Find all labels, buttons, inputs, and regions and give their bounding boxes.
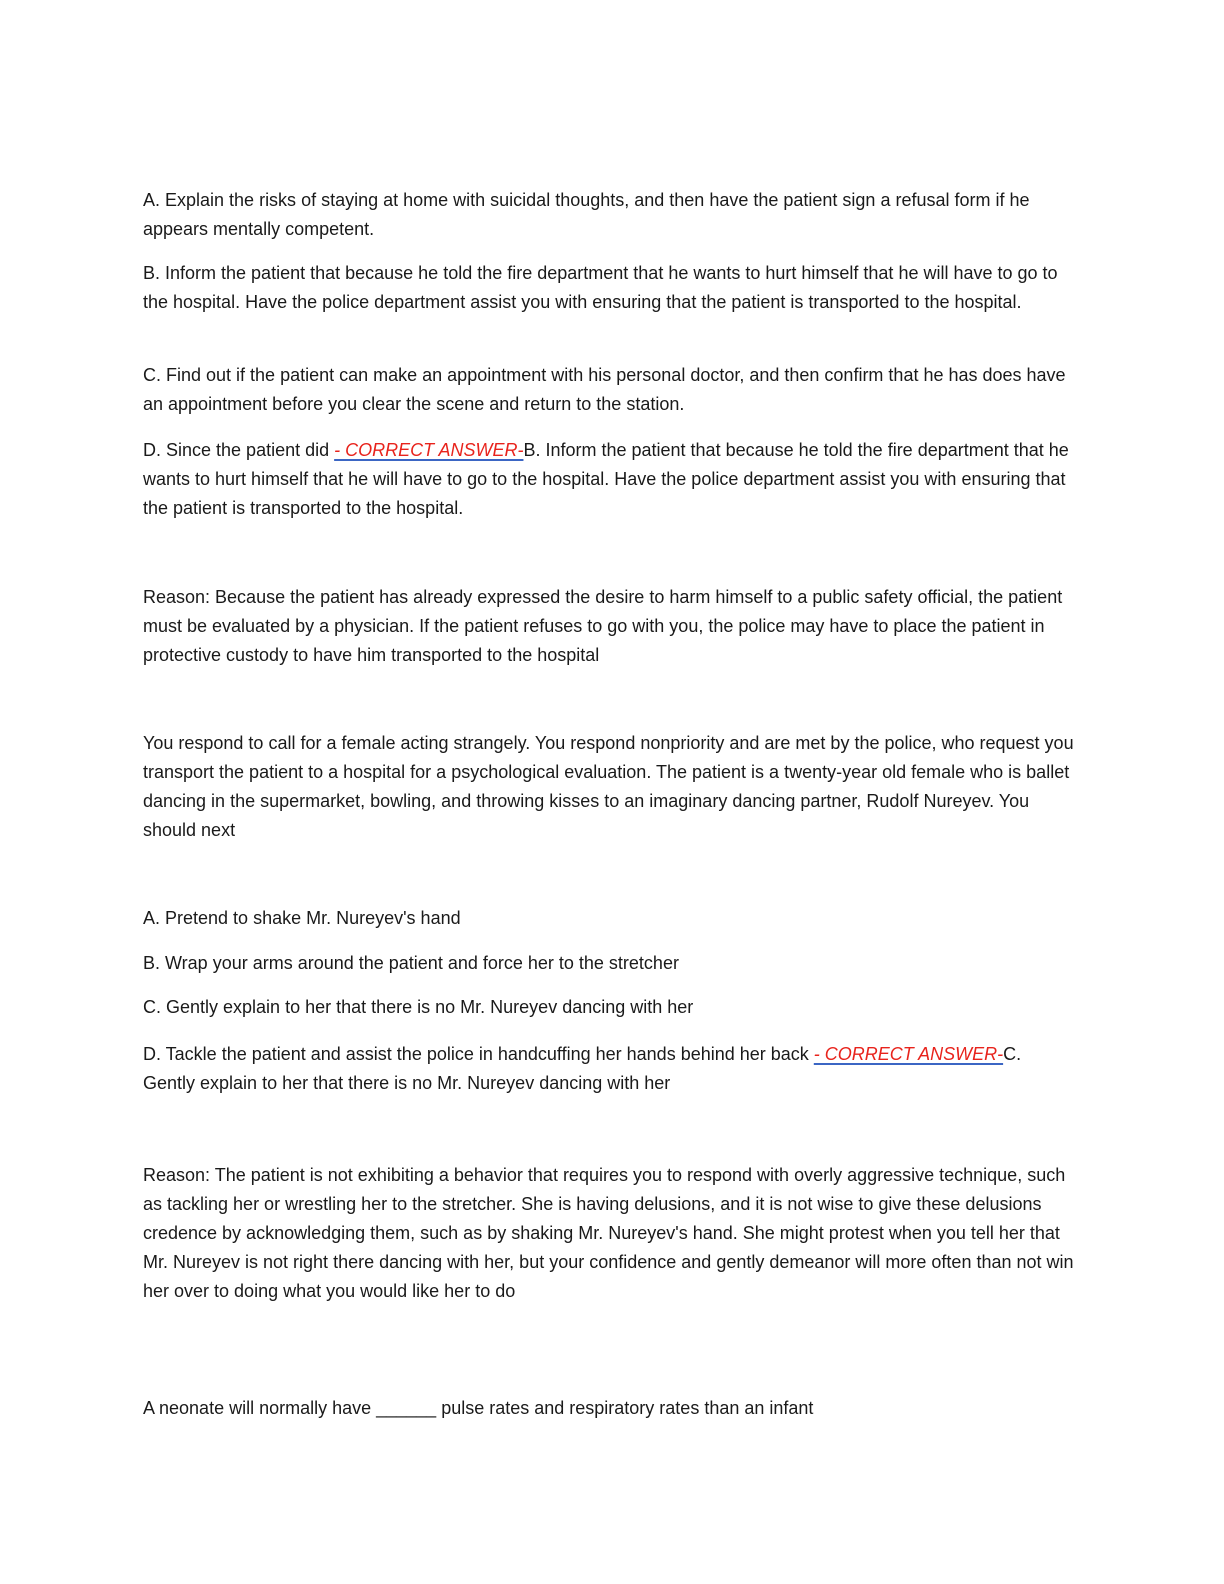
q1-answer-text: B. Inform the patient that because he told the fire department that he wants to hurt himself that he will have to go to the hospital. Have the police department assist you with ensuring that the patient is transported to the hospital.	[143, 440, 1069, 518]
q2-prompt: You respond to call for a female acting strangely. You respond nonpriority and are met by the police, who request you transport the patient to a hospital for a psychological evaluation. The patient is a twenty-year old female who is ballet dancing in the supermarket, bowling, and throwing kisses to an imaginary dancing partner, Rudolf Nureyev. You should next	[143, 733, 1074, 840]
q1-option-a: A. Explain the risks of staying at home with suicidal thoughts, and then have the patient sign a refusal form if he appears mentally competent.	[143, 190, 1030, 239]
q1-option-b: B. Inform the patient that because he told the fire department that he wants to hurt himself that he will have to go to the hospital. Have the police department assist you with ensuring that the patient is transported to the hospital.	[143, 263, 1058, 312]
q3-prompt: A neonate will normally have ______ pulse rates and respiratory rates than an infant	[143, 1398, 814, 1418]
q2-answer-text: C. Gently explain to her that there is no Mr. Nureyev dancing with her	[143, 1044, 1022, 1093]
q1-option-c: C. Find out if the patient can make an appointment with his personal doctor, and then confirm that he has does have an appointment before you clear the scene and return to the station.	[143, 365, 1066, 414]
q2-option-d	[143, 1040, 1078, 1098]
q2-option-b: B. Wrap your arms around the patient and force her to the stretcher	[143, 953, 679, 973]
q1-option-d-text: D. Since the patient did	[143, 440, 335, 460]
q2-option-d-text: D. Tackle the patient and assist the police in handcuffing her hands behind her back	[143, 1044, 814, 1064]
q2-option-c: C. Gently explain to her that there is no Mr. Nureyev dancing with her	[143, 997, 694, 1017]
q1-correct-answer-marker: - CORRECT ANSWER-	[334, 440, 524, 460]
q2-reason: Reason: The patient is not exhibiting a behavior that requires you to respond with overly aggressive technique, such as tackling her or wrestling her to the stretcher. She is having delusions, and it is not wise to give these delusions credence by acknowledging them, such as by shaking Mr. Nureyev's hand. She might protest when you tell her that Mr. Nureyev is not right there dancing with her, but your confidence and gently demeanor will more often than not win her over to doing what you would like her to do	[143, 1165, 1074, 1301]
q2-correct-answer-marker: - CORRECT ANSWER-	[813, 1044, 1004, 1064]
q1-reason: Reason: Because the patient has already expressed the desire to harm himself to a public safety official, the patient must be evaluated by a physician. If the patient refuses to go with you, the police may have to place the patient in protective custody to have him transported to the hospital	[143, 587, 1063, 665]
q2-option-a: A. Pretend to shake Mr. Nureyev's hand	[143, 908, 461, 928]
q1-option-d	[143, 436, 1078, 523]
